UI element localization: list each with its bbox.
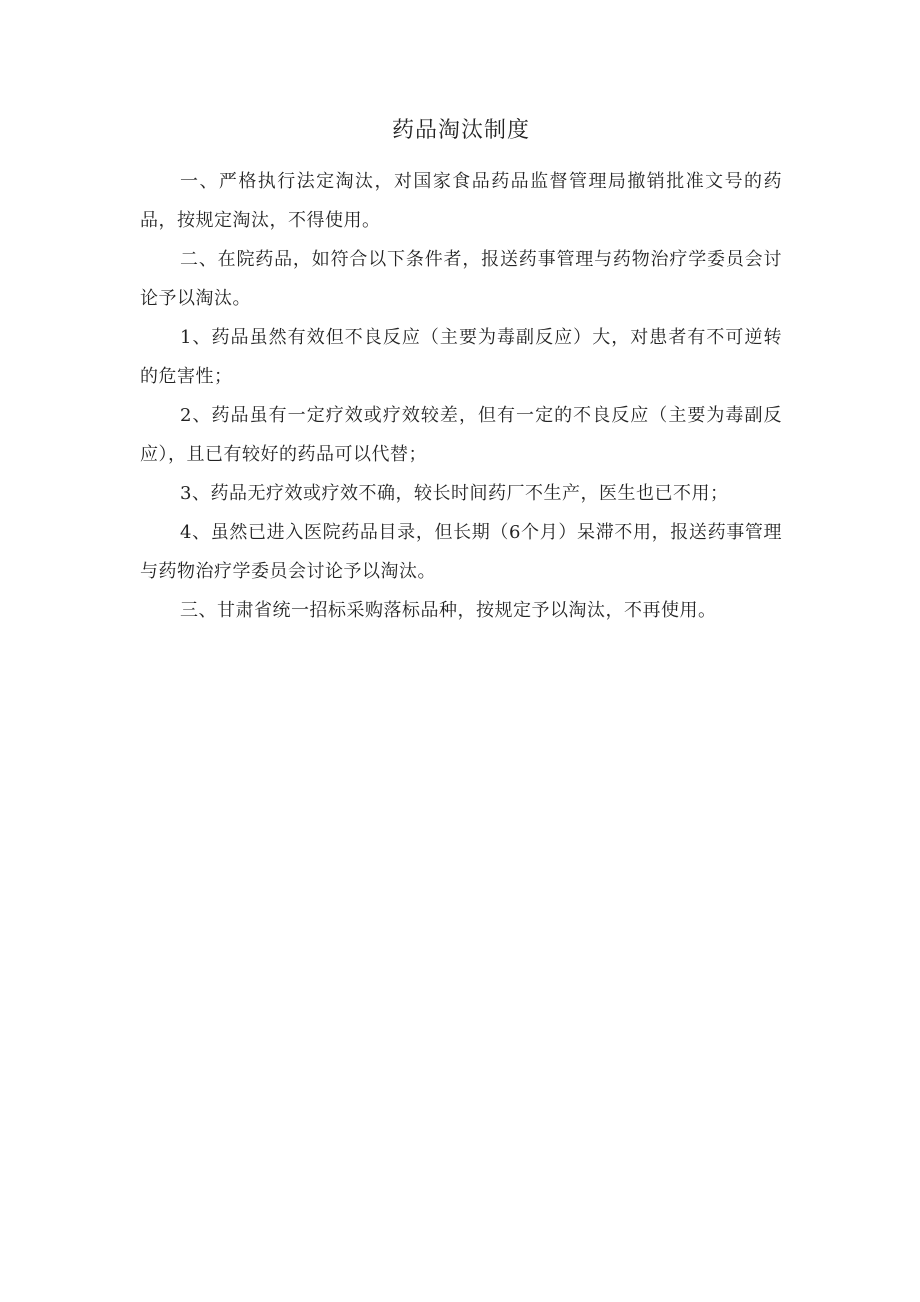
- document-page: [140, 112, 782, 630]
- document-title: 药品淘汰制度: [391, 118, 530, 143]
- paragraph-3: 1、药品虽然有效但不良反应（主要为毒副反应）大，对患者有不可逆转的危害性；: [140, 327, 782, 387]
- paragraph-4: 2、药品虽有一定疗效或疗效较差，但有一定的不良反应（主要为毒副反应），且已有较好的药品可以代替；: [140, 405, 782, 465]
- paragraph-2: 二、在院药品，如符合以下条件者，报送药事管理与药物治疗学委员会讨论予以淘汰。: [140, 249, 782, 309]
- paragraph-1: 一、严格执行法定淘汰，对国家食品药品监督管理局撤销批准文号的药品，按规定淘汰，不得使用。: [140, 171, 782, 231]
- paragraph-7: 三、甘肃省统一招标采购落标品种，按规定予以淘汰，不再使用。: [180, 600, 717, 621]
- paragraph-5: 3、药品无疗效或疗效不确，较长时间药厂不生产，医生也已不用；: [180, 483, 729, 504]
- paragraph-6: 4、虽然已进入医院药品目录，但长期（6个月）呆滞不用，报送药事管理与药物治疗学委员会讨论予以淘汰。: [140, 522, 782, 582]
